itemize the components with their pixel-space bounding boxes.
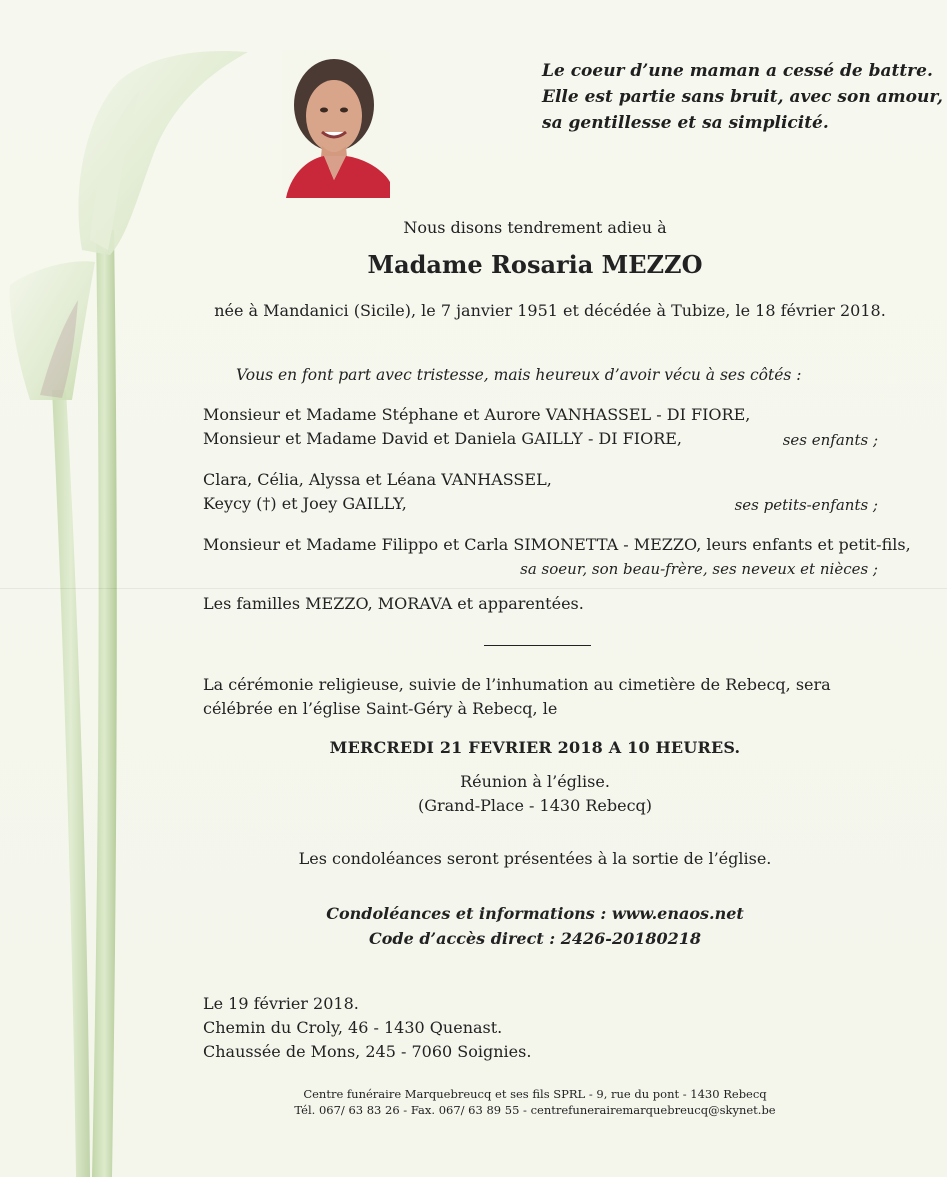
birth-death-info: née à Mandanici (Sicile), le 7 janvier 1951 et décédée à Tubize, le 18 février 2018. [214,301,886,320]
portrait-photo [282,50,390,198]
quote-line-1: Le coeur d’une maman a cessé de battre. [542,61,933,81]
farewell-intro: Nous disons tendrement adieu à [403,218,667,237]
meeting-place: Réunion à l’église. [460,772,610,791]
grandchildren-line-1: Clara, Célia, Alyssa et Léana VANHASSEL, [203,470,552,489]
funeral-home-contact: Tél. 067/ 63 83 26 - Fax. 067/ 63 89 55 - centrefunerairemarquebreucq@skynet.be [294,1103,776,1117]
funeral-home-info: Centre funéraire Marquebreucq et ses fils SPRL - 9, rue du pont - 1430 Rebecq [303,1087,767,1101]
access-code: Code d’accès direct : 2426-20180218 [369,929,701,948]
children-line-1: Monsieur et Madame Stéphane et Aurore VANHASSEL - DI FIORE, [203,405,751,424]
deceased-name: Madame Rosaria MEZZO [367,250,703,279]
sibling-line: Monsieur et Madame Filippo et Carla SIMONETTA - MEZZO, leurs enfants et petit-fils, [203,535,911,554]
ceremony-text: La cérémonie religieuse, suivie de l’inhumation au cimetière de Rebecq, sera célébrée en l’église Saint-Géry à Rebecq, le [203,675,831,718]
letter-date: Le 19 février 2018. [203,994,359,1013]
grandchildren-relation: ses petits-enfants ; [734,496,878,514]
children-line-2: Monsieur et Madame David et Daniela GAILLY - DI FIORE, [203,429,683,448]
grandchildren-line-2: Keycy (†) et Joey GAILLY, [203,494,407,513]
sibling-relation: sa soeur, son beau-frère, ses neveux et nièces ; [520,560,878,578]
paper-fold-line [0,588,947,589]
address-line-1: Chemin du Croly, 46 - 1430 Quenast. [203,1018,503,1037]
meeting-address: (Grand-Place - 1430 Rebecq) [417,796,653,815]
quote-line-3: sa gentillesse et sa simplicité. [542,113,829,133]
separator-line [484,645,591,646]
children-relation: ses enfants ; [782,431,878,449]
online-condolences: Condoléances et informations : www.enaos.net [326,904,744,923]
ceremony-date: MERCREDI 21 FEVRIER 2018 A 10 HEURES. [329,738,741,757]
quote-line-2: Elle est partie sans bruit, avec son amour, [542,87,943,107]
announcement-line: Vous en font part avec tristesse, mais heureux d’avoir vécu à ses côtés : [236,366,802,384]
memorial-quote [542,58,943,136]
condolences-note: Les condoléances seront présentées à la sortie de l’église. [298,849,772,868]
address-line-2: Chaussée de Mons, 245 - 7060 Soignies. [203,1042,532,1061]
families-line: Les familles MEZZO, MORAVA et apparentées. [203,594,584,613]
